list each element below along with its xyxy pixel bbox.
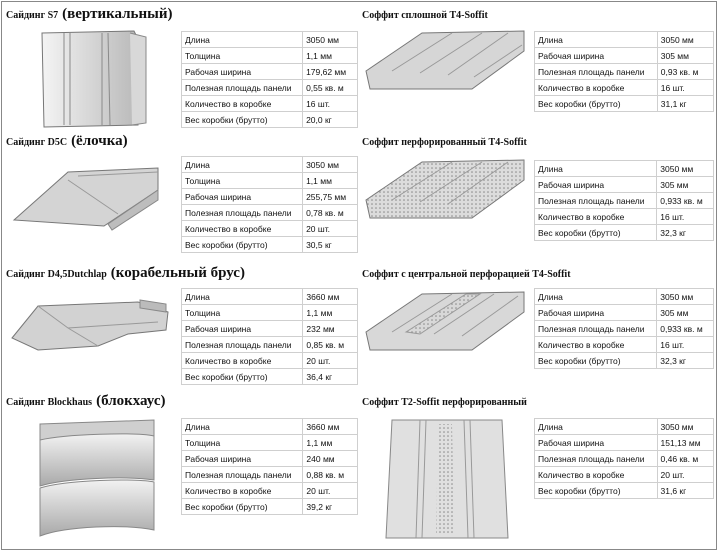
product-name: Соффит T2-Soffit перфорированный <box>362 397 527 408</box>
spec-value: 3660 мм <box>303 289 358 305</box>
spec-label: Рабочая ширина <box>182 64 303 80</box>
soffit-center-perforated-image <box>362 286 527 356</box>
spec-label: Рабочая ширина <box>182 451 303 467</box>
spec-label: Количество в коробке <box>535 209 657 225</box>
spec-table <box>181 418 358 515</box>
product-title <box>6 5 172 23</box>
product-name: Сайдинг D5C <box>6 137 68 148</box>
spec-label: Рабочая ширина <box>182 189 303 205</box>
siding-herringbone-image <box>8 160 168 240</box>
spec-value: 16 шт. <box>657 337 714 353</box>
spec-value: 3050 мм <box>657 419 713 435</box>
spec-label: Количество в коробке <box>182 353 303 369</box>
spec-label: Длина <box>182 157 303 173</box>
soffit-t2-image <box>382 414 512 542</box>
spec-value: 151,13 мм <box>657 435 713 451</box>
product-title <box>362 5 488 23</box>
spec-label: Рабочая ширина <box>535 435 658 451</box>
spec-table <box>534 418 714 499</box>
spec-value: 1,1 мм <box>303 173 358 189</box>
spec-value: 31,1 кг <box>657 96 713 112</box>
spec-label: Количество в коробке <box>182 483 303 499</box>
spec-value: 232 мм <box>303 321 358 337</box>
product-type: (корабельный брус) <box>110 265 245 281</box>
spec-value: 3050 мм <box>303 32 358 48</box>
spec-label: Толщина <box>182 435 303 451</box>
spec-label: Длина <box>182 32 303 48</box>
spec-label: Вес коробки (брутто) <box>182 369 303 385</box>
spec-table <box>181 156 358 253</box>
spec-value: 305 мм <box>657 305 714 321</box>
siding-vertical-image <box>34 29 152 129</box>
product-card-d5c <box>6 132 358 257</box>
spec-value: 255,75 мм <box>303 189 358 205</box>
spec-label: Полезная площадь панели <box>535 321 657 337</box>
product-title <box>362 264 571 282</box>
product-title <box>6 264 245 282</box>
product-card-soffit-center-perforated <box>362 264 714 389</box>
product-name: Сайдинг D4,5Dutchlap <box>6 269 107 280</box>
spec-label: Длина <box>182 289 303 305</box>
spec-value: 305 мм <box>657 48 713 64</box>
spec-label: Вес коробки (брутто) <box>535 225 657 241</box>
spec-label: Вес коробки (брутто) <box>182 112 303 128</box>
spec-value: 20 шт. <box>303 353 358 369</box>
spec-label: Длина <box>535 32 658 48</box>
spec-value: 36,4 кг <box>303 369 358 385</box>
spec-label: Полезная площадь панели <box>182 467 303 483</box>
spec-value: 0,85 кв. м <box>303 337 358 353</box>
spec-value: 3050 мм <box>657 32 713 48</box>
spec-label: Полезная площадь панели <box>535 64 658 80</box>
spec-value: 20,0 кг <box>303 112 358 128</box>
spec-label: Вес коробки (брутто) <box>535 96 658 112</box>
spec-value: 0,55 кв. м <box>303 80 358 96</box>
spec-label: Рабочая ширина <box>535 48 658 64</box>
spec-label: Полезная площадь панели <box>535 451 658 467</box>
spec-label: Длина <box>535 419 658 435</box>
product-title <box>6 132 128 150</box>
spec-label: Рабочая ширина <box>535 305 657 321</box>
product-name: Соффит с центральной перфорацией T4-Soffit <box>362 269 571 280</box>
spec-table <box>534 31 714 112</box>
spec-label: Вес коробки (брутто) <box>182 237 303 253</box>
spec-label: Длина <box>535 289 657 305</box>
spec-value: 39,2 кг <box>303 499 358 515</box>
soffit-perforated-image <box>362 154 527 224</box>
product-title <box>6 392 166 410</box>
spec-value: 1,1 мм <box>303 435 358 451</box>
spec-label: Полезная площадь панели <box>182 80 303 96</box>
product-card-soffit-t2 <box>362 392 714 547</box>
spec-label: Количество в коробке <box>182 221 303 237</box>
spec-value: 0,933 кв. м <box>657 193 714 209</box>
spec-value: 16 шт. <box>657 209 714 225</box>
spec-label: Рабочая ширина <box>535 177 657 193</box>
spec-label: Толщина <box>182 173 303 189</box>
spec-value: 3050 мм <box>657 161 714 177</box>
spec-value: 0,93 кв. м <box>657 64 713 80</box>
spec-value: 3050 мм <box>657 289 714 305</box>
spec-label: Вес коробки (брутто) <box>535 483 658 499</box>
spec-value: 1,1 мм <box>303 48 358 64</box>
spec-value: 32,3 кг <box>657 353 714 369</box>
product-type: (вертикальный) <box>62 6 173 22</box>
spec-table <box>181 288 358 385</box>
spec-value: 16 шт. <box>303 96 358 112</box>
product-type: (блокхаус) <box>96 393 166 409</box>
spec-label: Вес коробки (брутто) <box>535 353 657 369</box>
spec-value: 179,62 мм <box>303 64 358 80</box>
product-type: (ёлочка) <box>71 133 128 149</box>
product-name: Соффит сплошной T4-Soffit <box>362 10 488 21</box>
siding-dutchlap-image <box>8 288 173 358</box>
spec-label: Толщина <box>182 48 303 64</box>
catalog-sheet <box>1 1 717 550</box>
spec-label: Длина <box>535 161 657 177</box>
spec-value: 1,1 мм <box>303 305 358 321</box>
spec-value: 16 шт. <box>657 80 713 96</box>
spec-value: 20 шт. <box>303 483 358 499</box>
product-name: Сайдинг Blockhaus <box>6 397 93 408</box>
spec-value: 32,3 кг <box>657 225 714 241</box>
spec-label: Длина <box>182 419 303 435</box>
product-title <box>362 392 527 410</box>
spec-value: 3050 мм <box>303 157 358 173</box>
spec-table <box>534 288 714 369</box>
spec-table <box>181 31 358 128</box>
spec-value: 0,933 кв. м <box>657 321 714 337</box>
soffit-solid-image <box>362 27 527 95</box>
spec-label: Полезная площадь панели <box>182 205 303 221</box>
spec-label: Количество в коробке <box>535 337 657 353</box>
spec-label: Рабочая ширина <box>182 321 303 337</box>
spec-label: Вес коробки (брутто) <box>182 499 303 515</box>
spec-label: Количество в коробке <box>535 80 658 96</box>
spec-label: Количество в коробке <box>535 467 658 483</box>
spec-label: Полезная площадь панели <box>182 337 303 353</box>
spec-value: 0,88 кв. м <box>303 467 358 483</box>
product-card-blockhaus <box>6 392 358 547</box>
product-card-soffit-perforated <box>362 132 714 257</box>
product-card-dutchlap <box>6 264 358 389</box>
spec-value: 20 шт. <box>657 467 713 483</box>
siding-blockhaus-image <box>36 414 161 542</box>
spec-label: Толщина <box>182 305 303 321</box>
spec-table <box>534 160 714 241</box>
product-name: Сайдинг S7 <box>6 10 59 21</box>
spec-value: 31,6 кг <box>657 483 713 499</box>
spec-value: 305 мм <box>657 177 714 193</box>
spec-label: Количество в коробке <box>182 96 303 112</box>
product-card-s7 <box>6 5 358 131</box>
product-card-soffit-solid <box>362 5 714 131</box>
spec-value: 0,46 кв. м <box>657 451 713 467</box>
spec-value: 30,5 кг <box>303 237 358 253</box>
spec-value: 0,78 кв. м <box>303 205 358 221</box>
product-name: Соффит перфорированный T4-Soffit <box>362 137 527 148</box>
spec-label: Полезная площадь панели <box>535 193 657 209</box>
spec-value: 3660 мм <box>303 419 358 435</box>
product-title <box>362 132 527 150</box>
spec-value: 20 шт. <box>303 221 358 237</box>
spec-value: 240 мм <box>303 451 358 467</box>
